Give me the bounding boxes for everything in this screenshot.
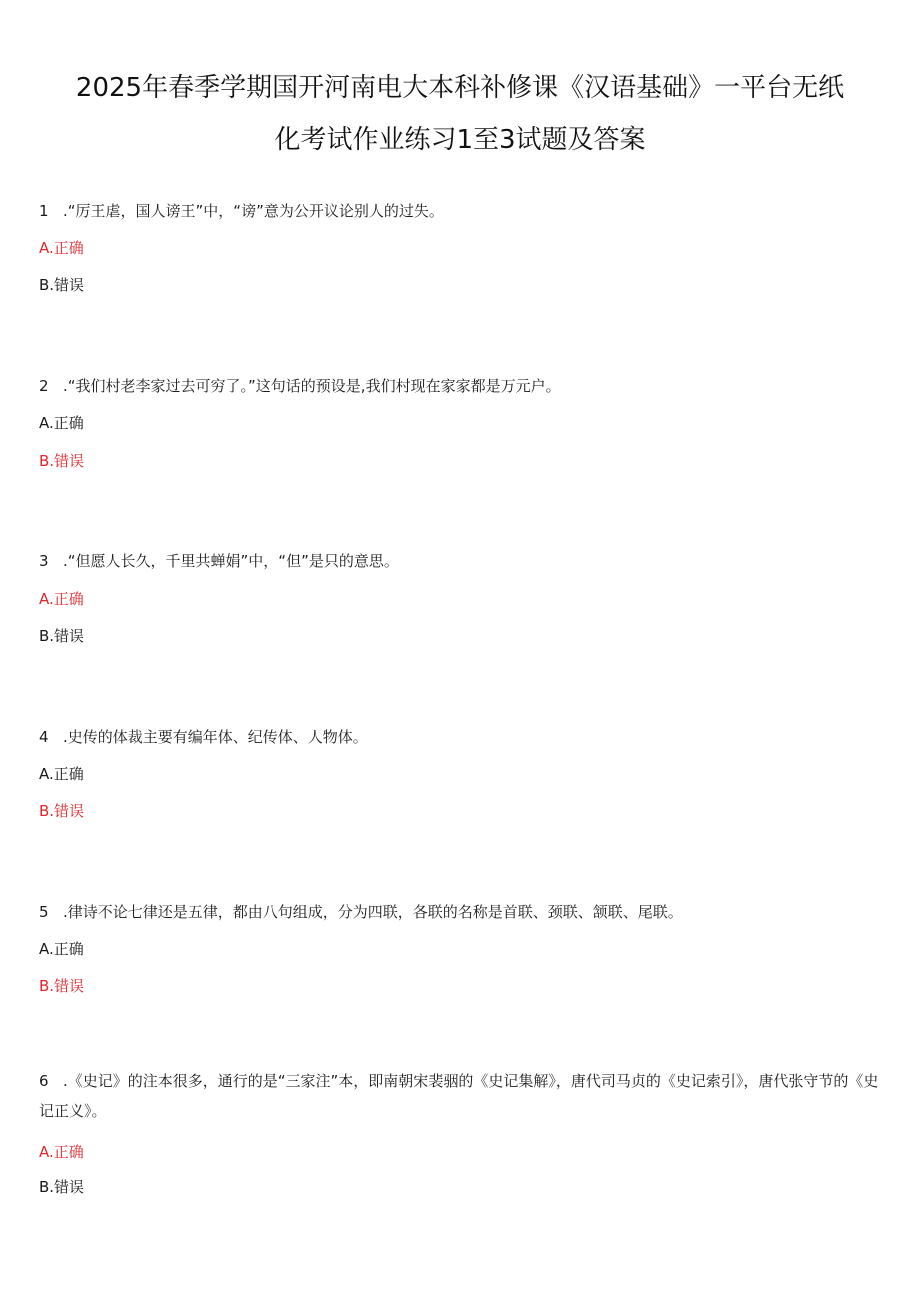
question-text: .“厉王虐，国人谤王”中，“谤”意为公开议论别人的过失。 [63,202,444,220]
document-title [60,62,860,166]
question-number: 1 [39,202,49,220]
q4-option-b: B.错误 [39,802,85,820]
q3-option-a: A.正确 [39,590,84,608]
question-4 [39,722,880,752]
question-text: .《史记》的注本很多，通行的是“三家注”本，即南朝宋裴骃的《史记集解》，唐代司马贞的《史记索引》，唐代张守节的《史记正义》。 [39,1072,879,1120]
question-text: .“我们村老李家过去可穷了。”这句话的预设是,我们村现在家家都是万元户。 [63,377,561,395]
question-number: 5 [39,903,49,921]
q5-option-a: A.正确 [39,940,84,958]
question-number: 2 [39,377,49,395]
question-2 [39,371,880,401]
question-number: 4 [39,728,49,746]
q5-option-b: B.错误 [39,977,85,995]
q4-option-a: A.正确 [39,765,84,783]
q1-option-a: A.正确 [39,239,84,257]
q1-option-b: B.错误 [39,276,85,294]
q6-option-b: B.错误 [39,1178,85,1196]
question-number: 6 [39,1072,49,1090]
q3-option-b: B.错误 [39,627,85,645]
title-line-2: 化考试作业练习1至3试题及答案 [274,125,646,155]
q2-option-a: A.正确 [39,414,84,432]
q2-option-b: B.错误 [39,452,85,470]
title-line-1: 2025年春季学期国开河南电大本科补修课《汉语基础》一平台无纸 [75,73,845,103]
question-text: .史传的体裁主要有编年体、纪传体、人物体。 [63,728,368,746]
question-number: 3 [39,552,49,570]
question-3 [39,546,880,576]
question-6 [39,1066,880,1126]
question-text: .“但愿人长久，千里共蝉娟”中，“但”是只的意思。 [63,552,399,570]
q6-option-a: A.正确 [39,1143,84,1161]
question-5 [39,897,880,927]
question-text: .律诗不论七律还是五律，都由八句组成，分为四联，各联的名称是首联、颈联、颔联、尾联。 [63,903,683,921]
question-1 [39,196,880,226]
